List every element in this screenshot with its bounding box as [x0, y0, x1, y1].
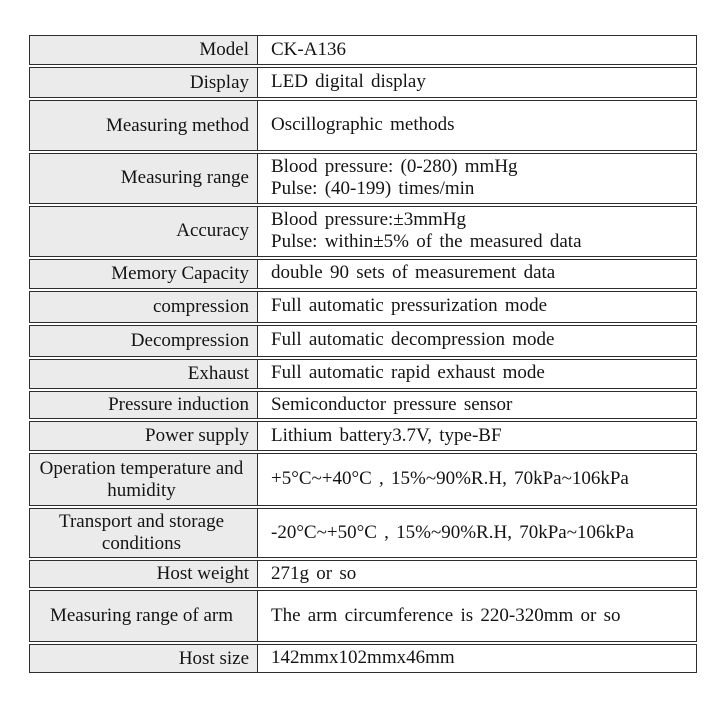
table-row-display: [29, 67, 697, 98]
row-label: Memory Capacity: [30, 260, 258, 288]
row-label: Display: [30, 68, 258, 97]
row-label: compression: [30, 292, 258, 322]
row-value: -20°C~+50°C , 15%~90%R.H, 70kPa~106kPa: [258, 509, 696, 557]
row-label: Host weight: [30, 561, 258, 587]
row-value: +5°C~+40°C , 15%~90%R.H, 70kPa~106kPa: [258, 454, 696, 505]
table-row-pressure-induction: [29, 391, 697, 419]
row-label: Measuring range: [30, 154, 258, 203]
table-row-operation-temperature-humidity: [29, 453, 697, 506]
row-value: Semiconductor pressure sensor: [258, 392, 696, 418]
row-value-line-1: Blood pressure: (0-280) mmHg: [271, 156, 518, 177]
row-label: Accuracy: [30, 207, 258, 256]
table-row-measuring-range-of-arm: [29, 590, 697, 642]
row-value: Full automatic decompression mode: [258, 326, 696, 356]
row-value: [258, 154, 696, 203]
row-label: Transport and storage conditions: [30, 509, 258, 557]
row-value: LED digital display: [258, 68, 696, 97]
row-label: Decompression: [30, 326, 258, 356]
row-value: double 90 sets of measurement data: [258, 260, 696, 288]
table-row-compression: [29, 291, 697, 323]
row-label: Exhaust: [30, 360, 258, 388]
table-row-measuring-method: [29, 100, 697, 151]
row-label: Measuring range of arm: [30, 591, 258, 641]
table-row-power-supply: [29, 421, 697, 451]
row-label: Measuring method: [30, 101, 258, 150]
row-value-line-2: Pulse: (40-199) times/min: [271, 178, 475, 200]
row-label: Power supply: [30, 422, 258, 450]
row-value: 271g or so: [258, 561, 696, 587]
row-value: The arm circumference is 220-320mm or so: [258, 591, 696, 641]
row-label: Operation temperature and humidity: [30, 454, 258, 505]
row-label: Host size: [30, 645, 258, 672]
row-value: CK-A136: [258, 36, 696, 64]
table-row-measuring-range: [29, 153, 697, 204]
row-label: Pressure induction: [30, 392, 258, 418]
row-value: Full automatic pressurization mode: [258, 292, 696, 322]
row-value-line-1: Blood pressure:±3mmHg: [271, 208, 466, 230]
table-row-accuracy: [29, 206, 697, 257]
table-row-host-weight: [29, 560, 697, 588]
row-value: Oscillographic methods: [258, 101, 696, 150]
row-value: Full automatic rapid exhaust mode: [258, 360, 696, 388]
table-row-memory-capacity: [29, 259, 697, 289]
row-value: 142mmx102mmx46mm: [258, 645, 696, 672]
table-row-decompression: [29, 325, 697, 357]
row-value-line-2: Pulse: within±5% of the measured data: [271, 231, 582, 253]
row-value: [258, 207, 696, 256]
table-row-host-size: [29, 644, 697, 673]
row-label: Model: [30, 36, 258, 64]
table-row-model: [29, 35, 697, 65]
table-row-transport-storage-conditions: [29, 508, 697, 558]
table-row-exhaust: [29, 359, 697, 389]
row-value: Lithium battery3.7V, type-BF: [258, 422, 696, 450]
spec-table: [29, 35, 697, 675]
